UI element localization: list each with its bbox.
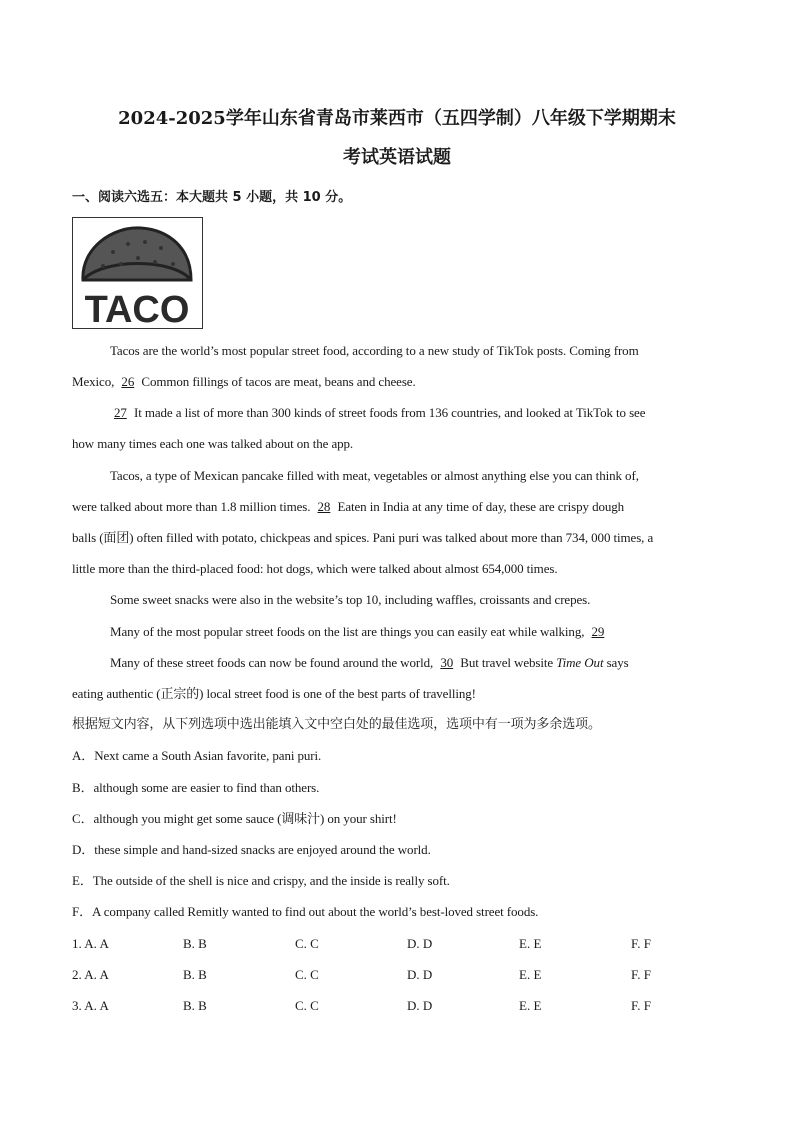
answer-choice-f[interactable]: F. F	[631, 998, 651, 1013]
answer-choice-a[interactable]: 3. A. A	[72, 998, 109, 1013]
passage-text: Common fillings of tacos are meat, beans and cheese.	[138, 374, 416, 389]
passage-line	[72, 654, 770, 672]
option-item: F．A company called Remitly wanted to find out about the world’s best-loved street foods.	[72, 904, 539, 919]
instruction-text: 根据短文内容，从下列选项中选出能填入文中空白处的最佳选项，选项中有一项为多余选项。	[72, 717, 601, 732]
answer-choice-e[interactable]: E. E	[519, 936, 542, 951]
option-item: B．although some are easier to find than others.	[72, 780, 320, 795]
blank-29: 29	[591, 624, 605, 639]
answer-choice-f[interactable]: F. F	[631, 967, 651, 982]
taco-icon	[73, 218, 202, 328]
passage-line: balls (面团) often filled with potato, chickpeas and spices. Pani puri was talked about more than 734, 000 times, a	[72, 530, 654, 545]
answer-choice-e[interactable]: E. E	[519, 967, 542, 982]
passage-line	[72, 404, 770, 422]
page-title-line-1: 2024-2025学年山东省青岛市莱西市（五四学制）八年级下学期期末	[118, 108, 676, 129]
passage-line	[72, 373, 732, 391]
passage-line	[72, 498, 732, 516]
passage-line: Some sweet snacks were also in the website’s top 10, including waffles, croissants and crepes.	[110, 592, 591, 607]
option-item: A．Next came a South Asian favorite, pani puri.	[72, 748, 322, 763]
answer-choice-a[interactable]: 1. A. A	[72, 936, 109, 951]
answer-choice-b[interactable]: B. B	[183, 998, 207, 1013]
website-name: Time Out	[556, 655, 604, 670]
answer-choice-a[interactable]: 2. A. A	[72, 967, 109, 982]
passage-text: Many of these street foods can now be found around the world,	[110, 655, 437, 670]
logo-text: TACO	[84, 289, 190, 328]
passage-text: But travel website	[457, 655, 557, 670]
answer-choice-d[interactable]: D. D	[407, 936, 433, 951]
taco-logo-image	[72, 217, 203, 329]
answer-choice-d[interactable]: D. D	[407, 998, 433, 1013]
passage-line	[72, 623, 770, 641]
answer-choice-e[interactable]: E. E	[519, 998, 542, 1013]
passage-text: Mexico,	[72, 374, 118, 389]
blank-27: 27	[114, 405, 127, 420]
passage-text: Eaten in India at any time of day, these are crispy dough	[334, 499, 625, 514]
answer-choice-b[interactable]: B. B	[183, 967, 207, 982]
passage-text: were talked about more than 1.8 million times.	[72, 499, 314, 514]
blank-26: 26	[121, 374, 135, 389]
passage-text: Many of the most popular street foods on the list are things you can easily eat while walking,	[110, 624, 588, 639]
answer-choice-c[interactable]: C. C	[295, 967, 319, 982]
passage-text: It made a list of more than 300 kinds of street foods from 136 countries, and looked at TikTok to see	[130, 405, 646, 420]
option-item: E．The outside of the shell is nice and crispy, and the inside is really soft.	[72, 873, 450, 888]
answer-choice-f[interactable]: F. F	[631, 936, 651, 951]
option-item: D．these simple and hand-sized snacks are enjoyed around the world.	[72, 842, 431, 857]
passage-line: Tacos are the world’s most popular street food, according to a new study of TikTok posts. Coming from	[110, 343, 639, 358]
passage-text: says	[603, 655, 629, 670]
answer-choice-c[interactable]: C. C	[295, 998, 319, 1013]
passage-line: Tacos, a type of Mexican pancake filled with meat, vegetables or almost anything else you can think of,	[110, 468, 639, 483]
passage-line: eating authentic (正宗的) local street food is one of the best parts of travelling!	[72, 686, 476, 701]
answer-choice-c[interactable]: C. C	[295, 936, 319, 951]
section-heading: 一、阅读六选五：本大题共 5 小题，共 10 分。	[72, 190, 352, 205]
passage-line: little more than the third-placed food: hot dogs, which were talked about almost 654,000 times.	[72, 561, 558, 576]
blank-30: 30	[440, 655, 454, 670]
answer-choice-b[interactable]: B. B	[183, 936, 207, 951]
option-item: C．although you might get some sauce (调味汁) on your shirt!	[72, 811, 397, 826]
page-title-line-2: 考试英语试题	[343, 147, 451, 168]
passage-line: how many times each one was talked about on the app.	[72, 436, 354, 451]
blank-28: 28	[317, 499, 331, 514]
answer-choice-d[interactable]: D. D	[407, 967, 433, 982]
